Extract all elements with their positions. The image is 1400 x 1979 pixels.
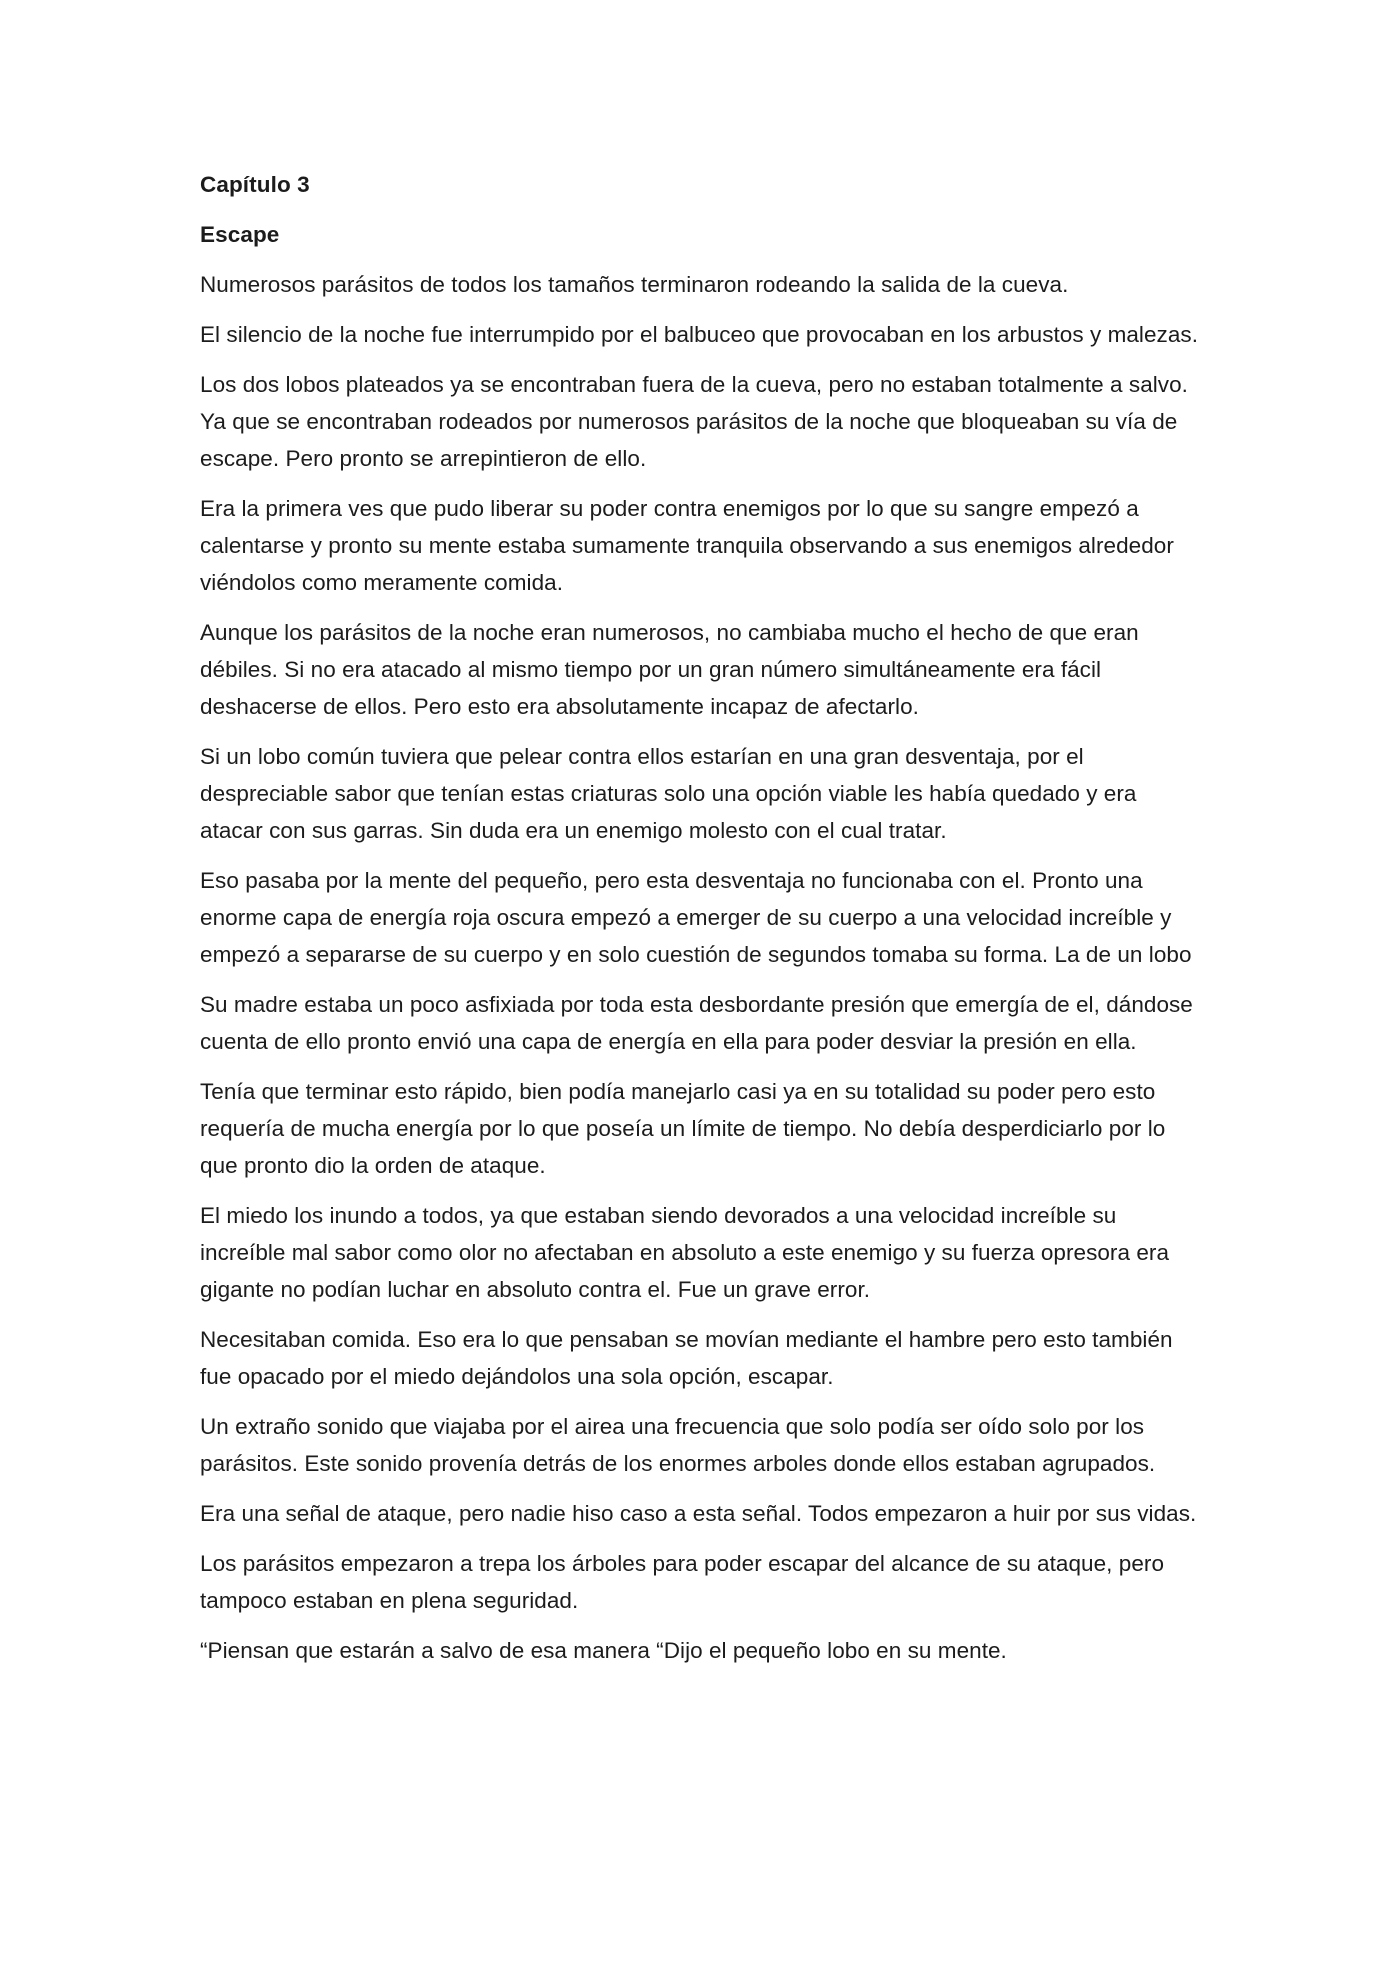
paragraph: Aunque los parásitos de la noche eran numerosos, no cambiaba mucho el hecho de que eran débiles. Si no era atacado al mismo tiempo por un gran número simultáneamente era fácil deshacerse de ellos. Pero esto era absolutamente incapaz de afectarlo. xyxy=(200,620,1139,719)
chapter-title: Escape xyxy=(200,222,280,247)
paragraph: Era una señal de ataque, pero nadie hiso caso a esta señal. Todos empezaron a huir por sus vidas. xyxy=(200,1501,1197,1526)
paragraph: Era la primera ves que pudo liberar su poder contra enemigos por lo que su sangre empezó a calentarse y pronto su mente estaba sumamente tranquila observando a sus enemigos alrededor viéndolos como meramente comida. xyxy=(200,496,1174,595)
paragraph: El silencio de la noche fue interrumpido por el balbuceo que provocaban en los arbustos y malezas. xyxy=(200,322,1198,347)
paragraph: Un extraño sonido que viajaba por el airea una frecuencia que solo podía ser oído solo por los parásitos. Este sonido provenía detrás de los enormes arboles donde ellos estaban agrupados. xyxy=(200,1414,1156,1476)
paragraph: Numerosos parásitos de todos los tamaños terminaron rodeando la salida de la cueva. xyxy=(200,272,1069,297)
paragraph: El miedo los inundo a todos, ya que estaban siendo devorados a una velocidad increíble su increíble mal sabor como olor no afectaban en absoluto a este enemigo y su fuerza opresora era gigante no podían luchar en absoluto contra el. Fue un grave error. xyxy=(200,1203,1170,1302)
paragraph: Los dos lobos plateados ya se encontraban fuera de la cueva, pero no estaban totalmente a salvo. Ya que se encontraban rodeados por numerosos parásitos de la noche que bloqueaban su vía de escape. Pero pronto se arrepintieron de ello. xyxy=(200,372,1188,471)
paragraph: Su madre estaba un poco asfixiada por toda esta desbordante presión que emergía de el, dándose cuenta de ello pronto envió una capa de energía en ella para poder desviar la presión en ella. xyxy=(200,992,1193,1054)
paragraph: Los parásitos empezaron a trepa los árboles para poder escapar del alcance de su ataque, pero tampoco estaban en plena seguridad. xyxy=(200,1551,1165,1613)
paragraph: Necesitaban comida. Eso era lo que pensaban se movían mediante el hambre pero esto también fue opacado por el miedo dejándolos una sola opción, escapar. xyxy=(200,1327,1173,1389)
body-text xyxy=(200,266,1200,1669)
paragraph: “Piensan que estarán a salvo de esa manera “Dijo el pequeño lobo en su mente. xyxy=(200,1638,1007,1663)
paragraph: Eso pasaba por la mente del pequeño, pero esta desventaja no funcionaba con el. Pronto una enorme capa de energía roja oscura empezó a emerger de su cuerpo a una velocidad increíble y empezó a separarse de su cuerpo y en solo cuestión de segundos tomaba su forma. La de un lobo xyxy=(200,868,1192,967)
chapter-heading: Capítulo 3 xyxy=(200,172,310,197)
document-page xyxy=(200,166,1200,1682)
paragraph: Tenía que terminar esto rápido, bien podía manejarlo casi ya en su totalidad su poder pero esto requería de mucha energía por lo que poseía un límite de tiempo. No debía desperdiciarlo por lo que pronto dio la orden de ataque. xyxy=(200,1079,1166,1178)
paragraph: Si un lobo común tuviera que pelear contra ellos estarían en una gran desventaja, por el despreciable sabor que tenían estas criaturas solo una opción viable les había quedado y era atacar con sus garras. Sin duda era un enemigo molesto con el cual tratar. xyxy=(200,744,1137,843)
